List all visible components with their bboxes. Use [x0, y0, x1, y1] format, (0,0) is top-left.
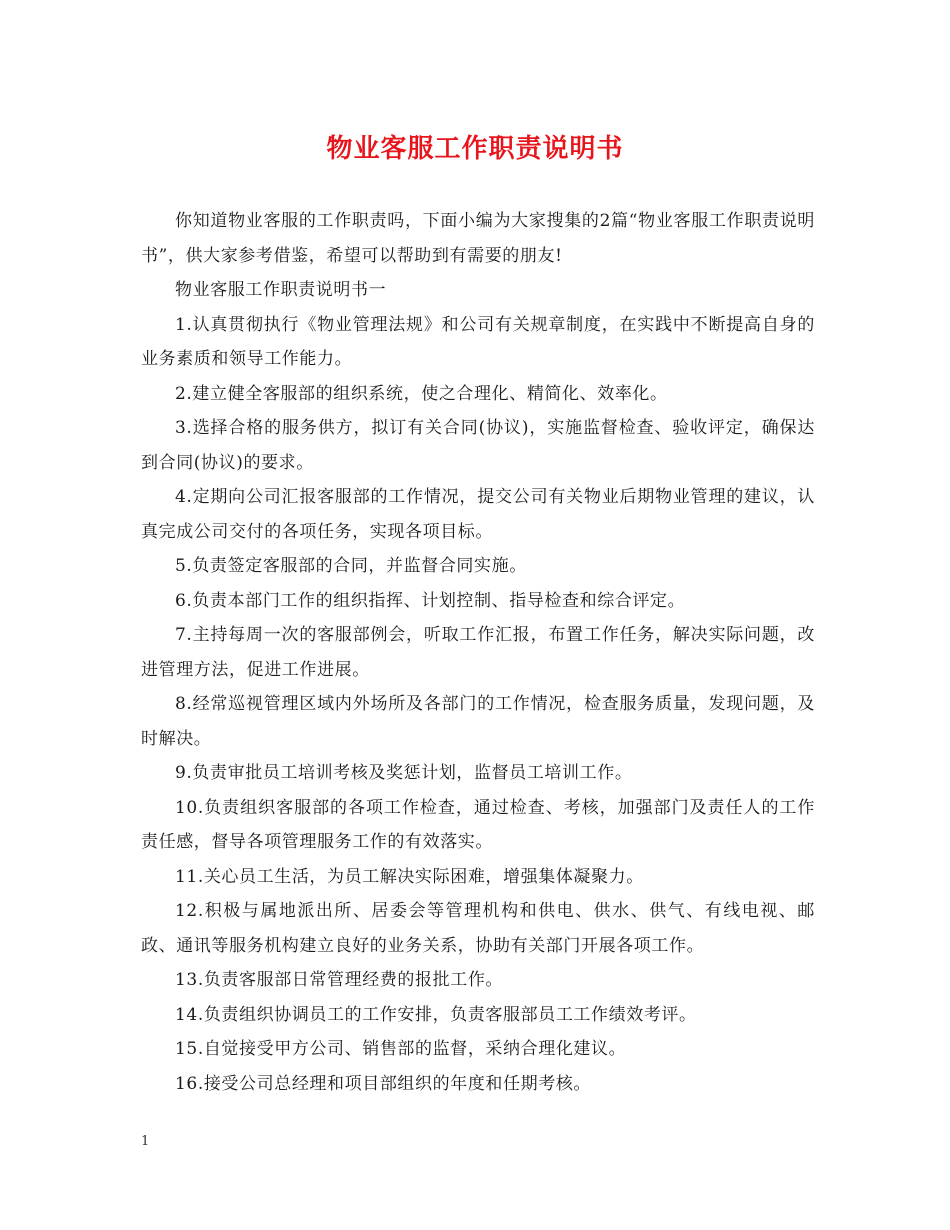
section-heading: 物业客服工作职责说明书一	[175, 280, 387, 300]
list-item: 3.选择合格的服务供方，拟订有关合同(协议)，实施监督检查、验收评定，确保达到合同(协议)的要求。	[141, 418, 815, 473]
list-item: 15.自觉接受甲方公司、销售部的监督，采纳合理化建议。	[175, 1039, 627, 1059]
list-item: 6.负责本部门工作的组织指挥、计划控制、指导检查和综合评定。	[175, 590, 686, 611]
list-item: 16.接受公司总经理和项目部组织的年度和任期考核。	[175, 1073, 592, 1094]
document-title: 物业客服工作职责说明书	[326, 134, 624, 164]
list-item: 7.主持每周一次的客服部例会，听取工作汇报，布置工作任务，解决实际问题，改进管理方法，促进工作进展。	[141, 625, 815, 680]
intro-paragraph: 你知道物业客服的工作职责吗，下面小编为大家搜集的2篇“物业客服工作职责说明书”，供大家参考借鉴，希望可以帮助到有需要的朋友!	[141, 211, 815, 266]
list-item: 4.定期向公司汇报客服部的工作情况，提交公司有关物业后期物业管理的建议，认真完成公司交付的各项任务，实现各项目标。	[141, 487, 815, 542]
list-item: 1.认真贯彻执行《物业管理法规》和公司有关规章制度，在实践中不断提高自身的业务素质和领导工作能力。	[141, 314, 815, 369]
list-item: 2.建立健全客服部的组织系统，使之合理化、精简化、效率化。	[175, 383, 668, 404]
list-item: 8.经常巡视管理区域内外场所及各部门的工作情况，检查服务质量，发现问题，及时解决。	[141, 694, 815, 749]
list-item: 11.关心员工生活，为员工解决实际困难，增强集体凝聚力。	[175, 866, 644, 887]
list-item: 12.积极与属地派出所、居委会等管理机构和供电、供水、供气、有线电视、邮政、通讯等服务机构建立良好的业务关系，协助有关部门开展各项工作。	[141, 901, 815, 956]
list-item: 14.负责组织协调员工的工作安排，负责客服部员工工作绩效考评。	[175, 1004, 697, 1025]
list-item: 9.负责审批员工培训考核及奖惩计划，监督员工培训工作。	[175, 763, 633, 783]
page-number: 1	[141, 1134, 150, 1149]
list-item: 13.负责客服部日常管理经费的报批工作。	[175, 970, 504, 990]
list-item: 5.负责签定客服部的合同，并监督合同实施。	[175, 556, 527, 576]
document-body	[141, 204, 815, 1101]
list-item: 10.负责组织客服部的各项工作检查，通过检查、考核，加强部门及责任人的工作责任感，督导各项管理服务工作的有效落实。	[141, 797, 815, 852]
